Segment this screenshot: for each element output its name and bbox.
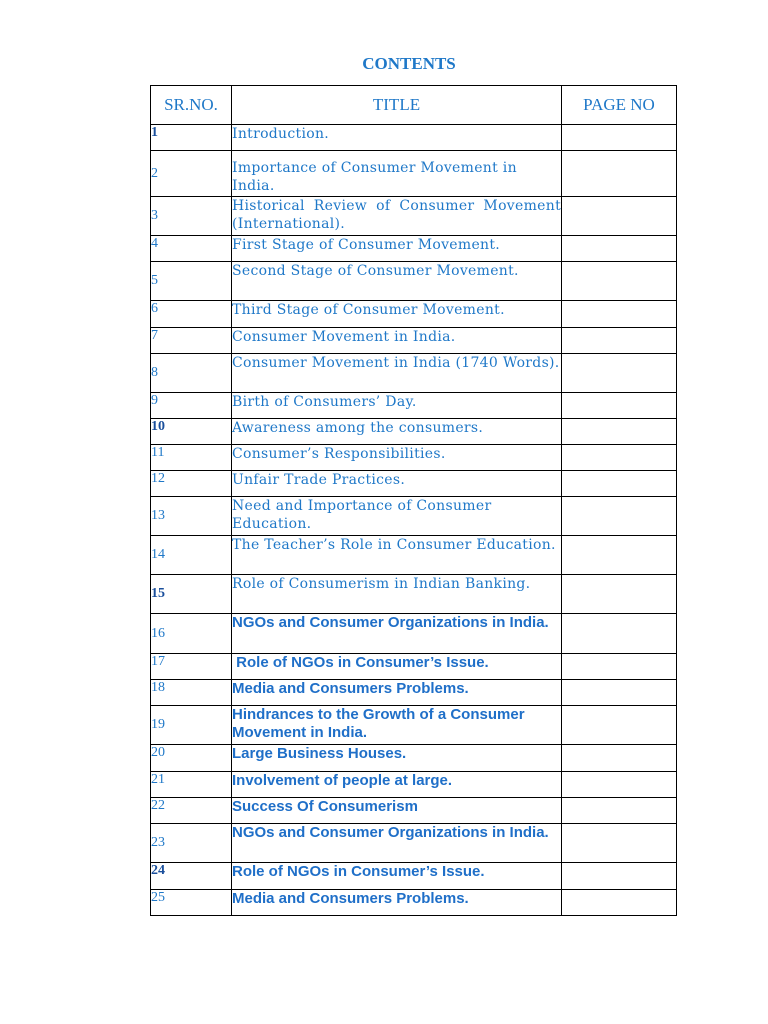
row-title: Birth of Consumers’ Day. (232, 393, 562, 419)
row-title: Consumer Movement in India (1740 Words). (232, 354, 562, 393)
row-sr-no: 19 (151, 706, 232, 745)
row-sr-no: 11 (151, 445, 232, 471)
row-sr-no: 5 (151, 262, 232, 301)
table-row (151, 301, 677, 328)
row-sr-no: 23 (151, 824, 232, 863)
row-page-no (562, 863, 677, 890)
row-page-no (562, 419, 677, 445)
row-title: Role of NGOs in Consumer’s Issue. (232, 654, 562, 680)
row-page-no (562, 745, 677, 772)
table-row (151, 772, 677, 798)
row-sr-no: 12 (151, 471, 232, 497)
row-title: Role of Consumerism in Indian Banking. (232, 575, 562, 614)
row-sr-no: 6 (151, 301, 232, 328)
row-page-no (562, 772, 677, 798)
row-sr-no: 10 (151, 419, 232, 445)
row-sr-no: 25 (151, 890, 232, 916)
row-page-no (562, 393, 677, 419)
header-row (151, 86, 677, 125)
row-sr-no: 4 (151, 236, 232, 262)
row-sr-no: 13 (151, 497, 232, 536)
row-page-no (562, 262, 677, 301)
table-row (151, 393, 677, 419)
row-page-no (562, 151, 677, 197)
row-title: Large Business Houses. (232, 745, 562, 772)
row-page-no (562, 471, 677, 497)
page-title: CONTENTS (362, 54, 456, 73)
row-title: NGOs and Consumer Organizations in India. (232, 614, 562, 654)
table-row (151, 497, 677, 536)
row-title: Second Stage of Consumer Movement. (232, 262, 562, 301)
row-page-no (562, 536, 677, 575)
row-sr-no: 24 (151, 863, 232, 890)
row-title: Media and Consumers Problems. (232, 890, 562, 916)
row-page-no (562, 328, 677, 354)
table-row (151, 262, 677, 301)
table-row (151, 236, 677, 262)
row-title: Success Of Consumerism (232, 798, 562, 824)
header-page-no: PAGE NO (562, 86, 677, 125)
header-title: TITLE (232, 86, 562, 125)
table-row (151, 536, 677, 575)
row-title: Awareness among the consumers. (232, 419, 562, 445)
row-page-no (562, 445, 677, 471)
table-row (151, 197, 677, 236)
row-title: Historical Review of Consumer Movement (International). (232, 197, 562, 236)
row-page-no (562, 197, 677, 236)
row-title: The Teacher’s Role in Consumer Education. (232, 536, 562, 575)
header-sr-no: SR.NO. (151, 86, 232, 125)
row-sr-no: 17 (151, 654, 232, 680)
table-row (151, 614, 677, 654)
row-sr-no: 15 (151, 575, 232, 614)
contents-table (150, 85, 677, 916)
row-title: First Stage of Consumer Movement. (232, 236, 562, 262)
row-sr-no: 18 (151, 680, 232, 706)
row-sr-no: 1 (151, 125, 232, 151)
table-row (151, 328, 677, 354)
row-page-no (562, 125, 677, 151)
row-title: Media and Consumers Problems. (232, 680, 562, 706)
row-title: Unfair Trade Practices. (232, 471, 562, 497)
table-row (151, 706, 677, 745)
row-sr-no: 20 (151, 745, 232, 772)
row-title: Consumer’s Responsibilities. (232, 445, 562, 471)
table-row (151, 445, 677, 471)
table-row (151, 863, 677, 890)
row-title: Consumer Movement in India. (232, 328, 562, 354)
row-page-no (562, 706, 677, 745)
table-row (151, 798, 677, 824)
table-row (151, 471, 677, 497)
row-title: Importance of Consumer Movement in India. (232, 151, 562, 197)
row-title: Hindrances to the Growth of a Consumer Movement in India. (232, 706, 562, 745)
row-sr-no: 14 (151, 536, 232, 575)
row-title: NGOs and Consumer Organizations in India. (232, 824, 562, 863)
table-row (151, 125, 677, 151)
row-sr-no: 7 (151, 328, 232, 354)
row-sr-no: 2 (151, 151, 232, 197)
row-sr-no: 16 (151, 614, 232, 654)
row-page-no (562, 798, 677, 824)
table-row (151, 419, 677, 445)
row-sr-no: 9 (151, 393, 232, 419)
table-row (151, 575, 677, 614)
table-row (151, 654, 677, 680)
row-page-no (562, 236, 677, 262)
row-title: Role of NGOs in Consumer’s Issue. (232, 863, 562, 890)
table-row (151, 890, 677, 916)
row-title: Need and Importance of Consumer Education. (232, 497, 562, 536)
row-title: Introduction. (232, 125, 562, 151)
row-page-no (562, 354, 677, 393)
row-page-no (562, 654, 677, 680)
row-page-no (562, 890, 677, 916)
row-sr-no: 3 (151, 197, 232, 236)
row-sr-no: 22 (151, 798, 232, 824)
row-sr-no: 8 (151, 354, 232, 393)
row-title: Third Stage of Consumer Movement. (232, 301, 562, 328)
table-row (151, 354, 677, 393)
row-page-no (562, 680, 677, 706)
row-page-no (562, 614, 677, 654)
row-title: Involvement of people at large. (232, 772, 562, 798)
table-row (151, 745, 677, 772)
table-row (151, 824, 677, 863)
row-page-no (562, 497, 677, 536)
row-page-no (562, 575, 677, 614)
table-row (151, 680, 677, 706)
row-page-no (562, 301, 677, 328)
row-page-no (562, 824, 677, 863)
table-row (151, 151, 677, 197)
row-sr-no: 21 (151, 772, 232, 798)
